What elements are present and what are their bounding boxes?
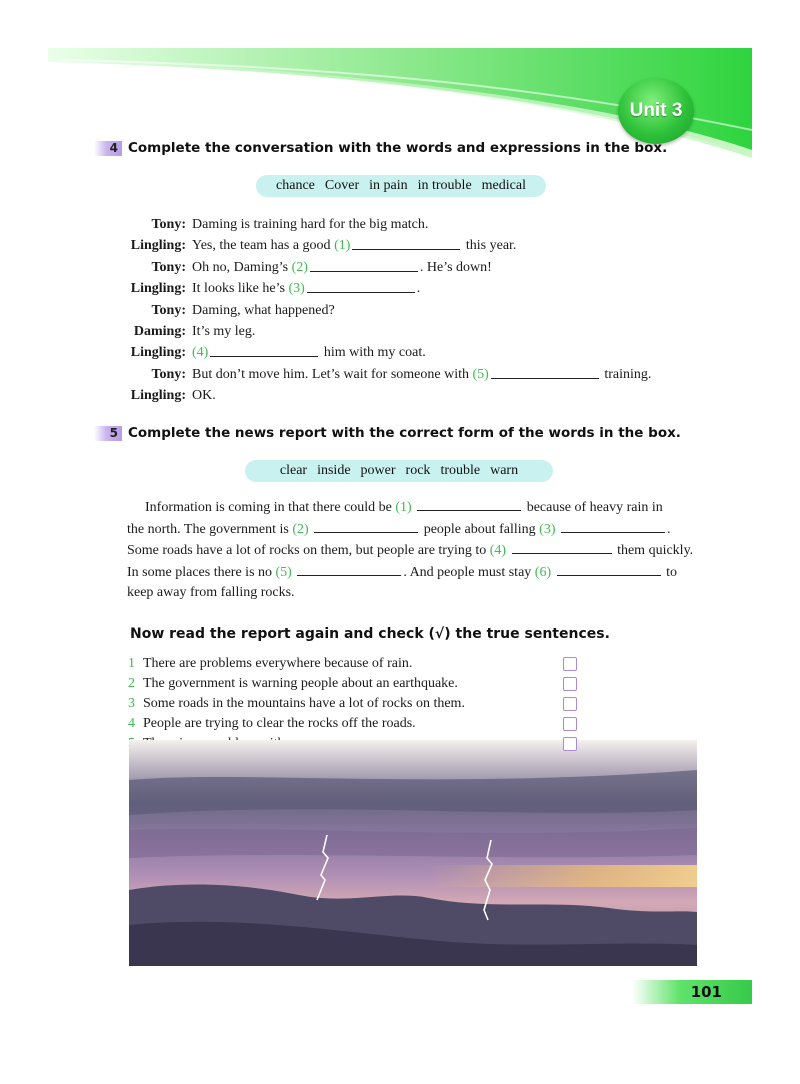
lightning-storm-photo <box>129 740 697 966</box>
line-text: Daming, what happened? <box>192 302 335 318</box>
answer-blank[interactable] <box>417 496 521 511</box>
statement-text: The government is warning people about an earthquake. <box>143 676 458 691</box>
exercise-number: 4 <box>94 141 122 156</box>
report-text: people about falling <box>420 521 540 537</box>
statement-number: 1 <box>128 656 135 671</box>
word-item: in pain <box>369 178 408 193</box>
word-item: warn <box>490 463 519 478</box>
answer-blank[interactable] <box>512 539 612 554</box>
statement-item <box>128 654 465 674</box>
line-text: . He’s down! <box>419 259 492 275</box>
blank-number: (1) <box>334 238 351 254</box>
line-text: Oh no, Daming’s <box>192 259 292 275</box>
word-item: trouble <box>440 463 481 478</box>
report-text: In some places there is no <box>127 564 276 580</box>
report-text: Information is coming in that there could be <box>145 500 396 515</box>
report-line <box>127 582 693 604</box>
word-item: chance <box>276 178 315 193</box>
report-text: the north. The government is <box>127 521 293 537</box>
answer-blank[interactable] <box>491 364 599 379</box>
speaker: Lingling: <box>130 345 186 361</box>
page-number: 101 <box>632 980 752 1004</box>
answer-blank[interactable] <box>314 518 418 533</box>
report-line <box>127 518 693 540</box>
word-box-5 <box>245 460 553 482</box>
report-text: . And people must stay <box>403 564 535 580</box>
dialogue-line <box>120 235 651 256</box>
blank-number: (2) <box>291 259 308 275</box>
checkbox-4[interactable] <box>563 717 577 731</box>
exercise-number: 5 <box>94 426 122 441</box>
dialogue-line <box>120 257 651 278</box>
answer-blank[interactable] <box>557 561 661 576</box>
dialogue-line <box>120 278 651 299</box>
statement-text: There are problems everywhere because of rain. <box>143 656 413 671</box>
report-text: them quickly. <box>613 543 694 558</box>
conversation <box>120 214 651 407</box>
answer-blank[interactable] <box>297 561 401 576</box>
speaker: Tony: <box>151 259 186 275</box>
report-text: . <box>667 521 671 537</box>
speaker: Lingling: <box>130 388 186 404</box>
statement-number: 2 <box>128 676 135 691</box>
exercise-5-heading <box>94 425 681 441</box>
check-heading: Now read the report again and check (√) the true sentences. <box>130 626 610 642</box>
word-item: clear <box>279 463 308 478</box>
word-item: medical <box>481 178 526 193</box>
line-text: Yes, the team has a good <box>192 238 335 254</box>
statement-list <box>128 654 465 754</box>
dialogue-line <box>120 385 651 406</box>
speaker: Lingling: <box>130 281 186 297</box>
dialogue-line <box>120 342 651 363</box>
exercise-instruction: Complete the conversation with the words and expressions in the box. <box>128 140 668 156</box>
word-item: in trouble <box>417 178 472 193</box>
checkbox-2[interactable] <box>563 677 577 691</box>
checkbox-3[interactable] <box>563 697 577 711</box>
blank-number: (5) <box>472 366 489 382</box>
report-line <box>127 539 693 561</box>
word-item: rock <box>405 463 431 478</box>
statement-item <box>128 714 465 734</box>
speaker: Lingling: <box>130 238 186 254</box>
blank-number: (3) <box>288 281 305 297</box>
dialogue-line <box>120 214 651 235</box>
blank-number: (4) <box>192 345 209 361</box>
report-text: keep away from falling rocks. <box>127 585 295 600</box>
line-text: . <box>416 281 421 297</box>
line-text: this year. <box>462 238 517 254</box>
statement-number: 4 <box>128 716 135 731</box>
word-box-4 <box>256 175 546 197</box>
line-text: It’s my leg. <box>192 323 256 339</box>
blank-number: (4) <box>489 543 507 558</box>
answer-blank[interactable] <box>561 518 665 533</box>
blank-number: (2) <box>292 521 309 537</box>
blank-number: (3) <box>539 521 556 537</box>
answer-blank[interactable] <box>352 235 460 250</box>
report-text: to <box>662 564 677 580</box>
speaker: Tony: <box>151 302 186 318</box>
line-text: It looks like he’s <box>192 281 289 297</box>
checkbox-5[interactable] <box>563 737 577 751</box>
speaker: Daming: <box>133 323 186 339</box>
statement-text: Some roads in the mountains have a lot of rocks on them. <box>143 696 465 711</box>
report-text: because of heavy rain in <box>523 500 663 515</box>
answer-blank[interactable] <box>310 257 418 272</box>
word-item: power <box>360 463 396 478</box>
report-line <box>127 496 693 518</box>
dialogue-line <box>120 321 651 342</box>
blank-number: (1) <box>395 500 412 515</box>
word-item: inside <box>317 463 351 478</box>
checkbox-1[interactable] <box>563 657 577 671</box>
report-line <box>127 561 693 583</box>
line-text: Daming is training hard for the big match. <box>192 217 429 232</box>
blank-number: (5) <box>275 564 292 580</box>
answer-blank[interactable] <box>307 278 415 293</box>
statement-item <box>128 674 465 694</box>
blank-number: (6) <box>534 564 552 580</box>
answer-blank[interactable] <box>210 342 318 357</box>
news-report <box>127 496 693 604</box>
statement-item <box>128 694 465 714</box>
line-text: him with my coat. <box>320 345 426 361</box>
speaker: Tony: <box>151 217 186 232</box>
report-text: Some roads have a lot of rocks on them, but people are trying to <box>127 543 490 558</box>
statement-number: 3 <box>128 696 135 711</box>
line-text: training. <box>600 366 652 382</box>
unit-badge: Unit 3 <box>618 78 694 144</box>
exercise-instruction: Complete the news report with the correct form of the words in the box. <box>128 425 681 441</box>
exercise-4-heading <box>94 140 667 156</box>
line-text: OK. <box>192 388 216 404</box>
word-item: Cover <box>324 178 360 193</box>
statement-text: People are trying to clear the rocks off the roads. <box>143 716 416 731</box>
line-text: But don’t move him. Let’s wait for someone with <box>192 366 473 382</box>
dialogue-line <box>120 300 651 321</box>
speaker: Tony: <box>151 366 186 382</box>
dialogue-line <box>120 364 651 385</box>
